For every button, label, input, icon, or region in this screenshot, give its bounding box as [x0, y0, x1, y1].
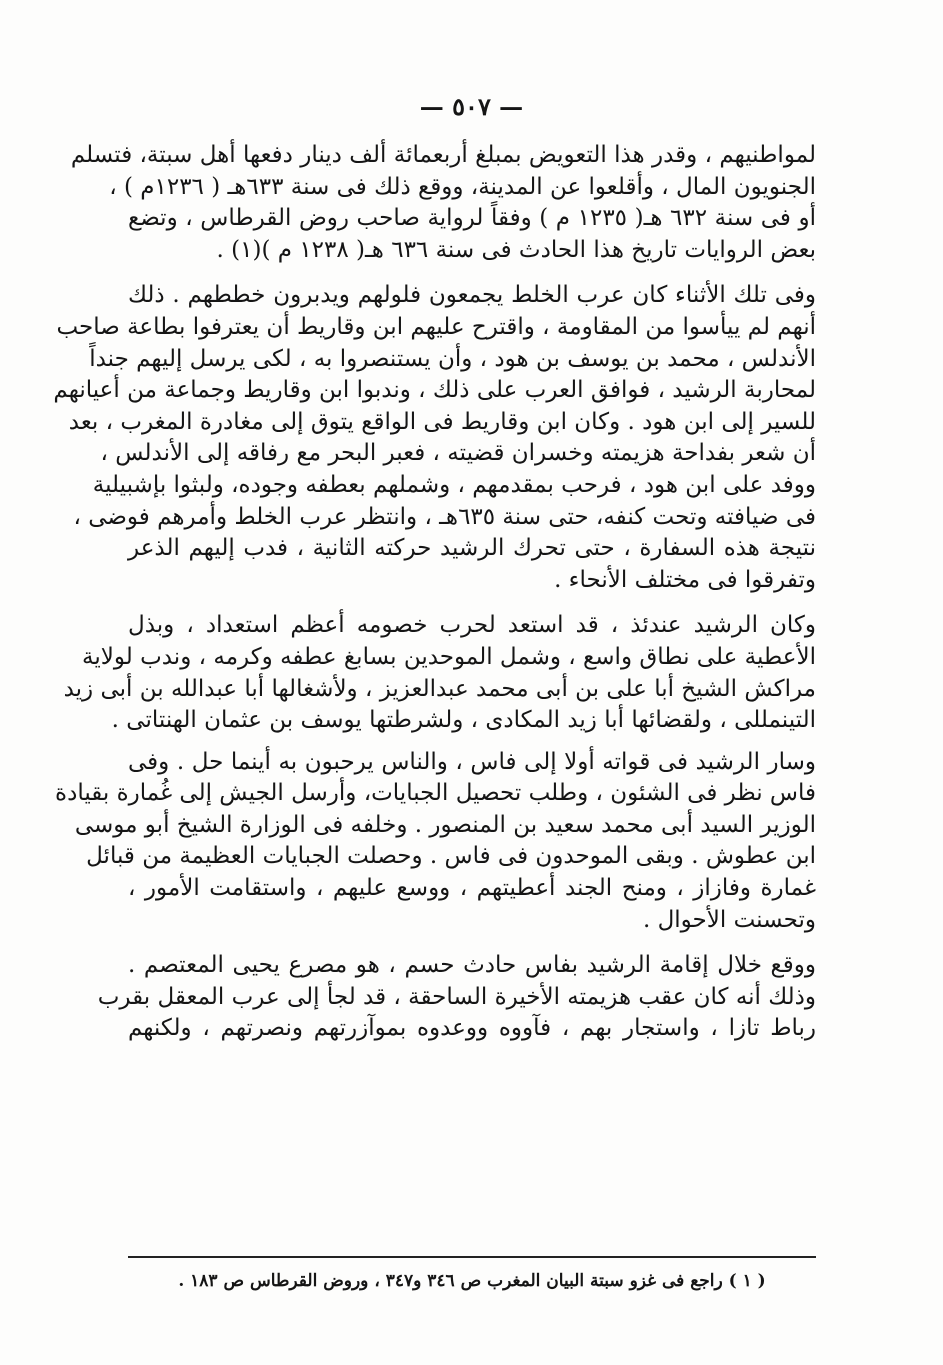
text-line: وتحسنت الأحوال .: [642, 906, 816, 933]
text-line: وسار الرشيد فى قواته أولا إلى فاس ، والناس يرحبون به أينما حل . وفى: [128, 748, 816, 775]
text-line: بعض الروايات تاريخ هذا الحادث فى سنة ٦٣٦ هـ( ١٢٣٨ م )(١) .: [216, 236, 816, 263]
text-line: مراكش الشيخ أبا على بن أبى محمد عبدالعزيز ، ولأشغالها أبا عبدالله بن أبى زيد: [63, 675, 816, 702]
text-line: الأعطية على نطاق واسع ، وشمل الموحدين بسابغ عطفه وكرمه ، وندب لولاية: [82, 643, 816, 670]
body-text: [53, 140, 816, 1045]
text-line: غمارة وفازاز ، ومنح الجند أعطيتهم ، ووسع عليهم ، واستقامت الأمور ،: [128, 875, 816, 902]
text-line: الجنويون المال ، وأقلعوا عن المدينة، ووقع ذلك فى سنة ٦٣٣هـ ( ١٢٣٦م ) ،: [109, 173, 816, 200]
text-line: وكان الرشيد عندئذ ، قد استعد لحرب خصومه أعظم استعداد ، وبذل: [128, 612, 816, 639]
text-line: أو فى سنة ٦٣٢ هـ( ١٢٣٥ م ) وفقاً لرواية صاحب روض القرطاس ، وتضع: [128, 205, 816, 232]
text-line: وتفرقوا فى مختلف الأنحاء .: [554, 566, 816, 593]
text-line: أنهم لم ييأسوا من المقاومة ، واقترح عليهم ابن وقاريط أن يعترفوا بطاعة صاحب: [56, 313, 816, 340]
paragraph-5: [97, 950, 816, 1045]
paragraph-4: [55, 747, 816, 937]
text-line: فاس نظر فى الشئون ، وطلب تحصيل الجبايات، وأرسل الجيش إلى غُمارة بقيادة: [55, 780, 816, 807]
text-line: للسير إلى ابن هود . وكان ابن وقاريط فى الواقع يتوق إلى مغادرة المغرب ، بعد: [68, 408, 816, 435]
footnote: ( ١ ) راجع فى غزو سبتة البيان المغرب ص ٣٤٦ و٣٤٧ ، وروض القرطاس ص ١٨٣ .: [178, 1271, 766, 1291]
page-number: — ٥٠٧ —: [419, 92, 524, 121]
footnote-divider: [128, 1256, 816, 1258]
text-line: التينمللى ، ولقضائها أبا زيد المكادى ، ولشرطتها يوسف بن عثمان الهنتاتى .: [111, 707, 816, 734]
text-line: نتيجة هذه السفارة ، حتى تحرك الرشيد حركته الثانية ، فدب إليهم الذعر: [128, 535, 816, 562]
text-line: رباط تازا ، واستجار بهم ، فآووه ووعدوه بموآزرتهم ونصرتهم ، ولكنهم: [128, 1015, 816, 1042]
paragraph-3: [63, 610, 816, 736]
paragraph-1: [70, 140, 816, 266]
text-line: لمواطنيهم ، وقدر هذا التعويض بمبلغ أربعمائة ألف دينار دفعها أهل سبتة، فتسلم: [70, 142, 816, 168]
text-line: أن شعر بفداحة هزيمته وخسران قضيته ، فعبر البحر مع رفاقه إلى الأندلس ،: [100, 440, 816, 467]
text-line: ووقع خلال إقامة الرشيد بفاس حادث حسم ، هو مصرع يحيى المعتصم .: [128, 952, 816, 979]
text-line: ابن عطوش . وبقى الموحدون فى فاس . وحصلت الجبايات العظيمة من قبائل: [86, 843, 816, 870]
text-line: لمحاربة الرشيد ، فوافق العرب على ذلك ، وندبوا ابن وقاريط وجماعة من أعيانهم: [53, 377, 816, 404]
text-line: الأندلس ، محمد بن يوسف بن هود ، وأن يستنصروا به ، لكى يرسل إليهم جنداً: [89, 345, 816, 372]
text-line: ووفد على ابن هود ، فرحب بمقدمهم ، وشملهم بعطفه وجوده، ولبثوا بإشبيلية: [92, 471, 816, 498]
text-line: الوزير السيد أبى محمد سعيد بن المنصور . وخلفه فى الوزارة الشيخ أبو موسى: [74, 811, 816, 838]
text-line: فى ضيافته وتحت كنفه، حتى سنة ٦٣٥هـ ، وانتظر عرب الخلط وأمرهم فوضى ،: [73, 503, 816, 530]
text-line: وذلك أنه كان عقب هزيمته الأخيرة الساحقة ، قد لجأ إلى عرب المعقل بقرب: [97, 983, 816, 1010]
text-line: وفى تلك الأثناء كان عرب الخلط يجمعون فلولهم ويدبرون خططهم . ذلك: [128, 282, 816, 309]
paragraph-2: [53, 280, 816, 596]
